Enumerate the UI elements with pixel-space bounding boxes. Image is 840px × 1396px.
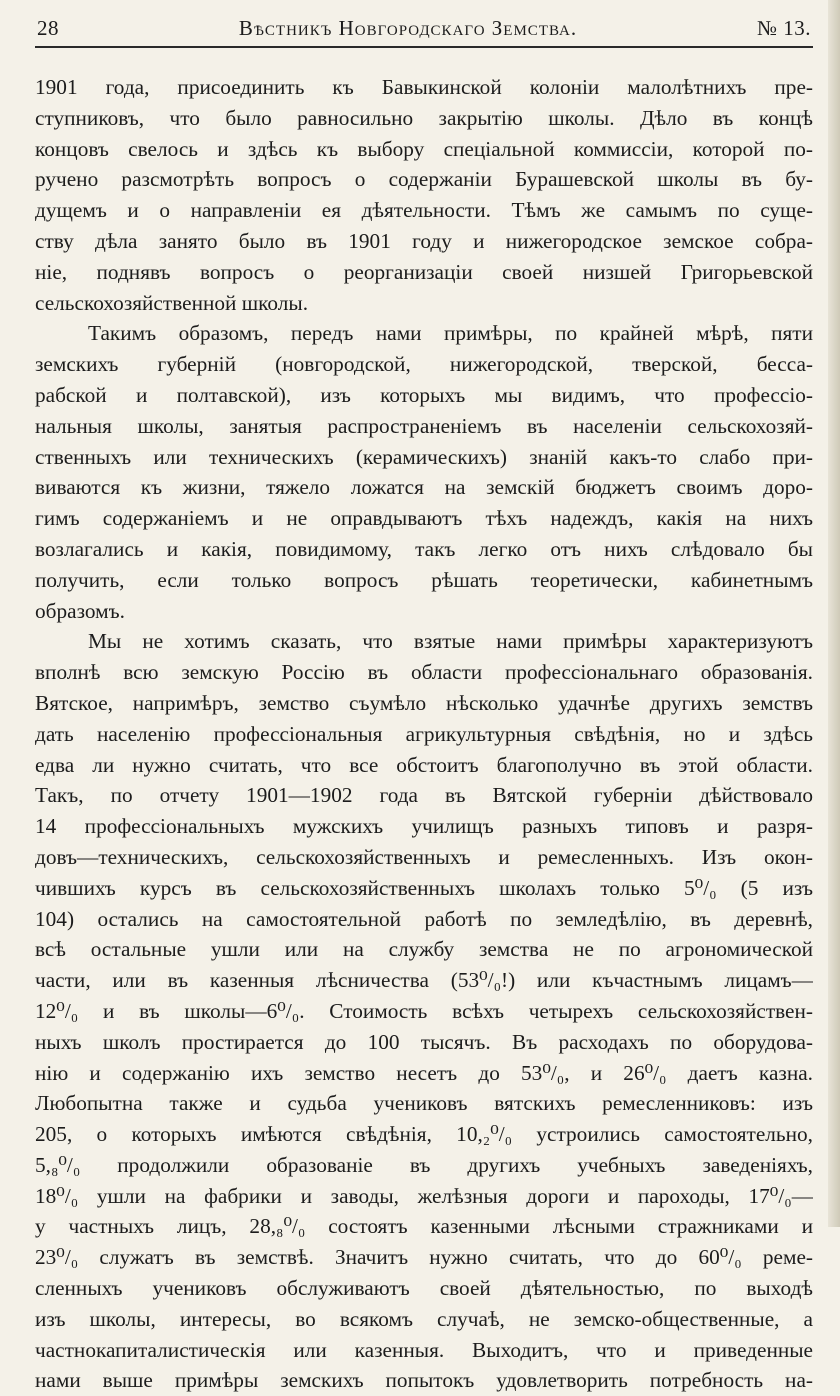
text-line: едва ли нужно считать, что все обстоитъ благополучно въ этой области. xyxy=(35,752,813,777)
text-line: ныхъ школъ простирается до 100 тысячъ. Въ расходахъ по оборудова- xyxy=(35,1029,813,1054)
page-header xyxy=(35,16,813,48)
page-number: 28 xyxy=(37,16,59,40)
text-line: 205, о которыхъ имѣются свѣдѣнія, 10,₂⁰/₀ устроились самостоятельно, xyxy=(35,1122,813,1147)
text-line: нальныя школы, занятыя распространеніемъ въ населеніи сельскохозяй- xyxy=(35,413,813,438)
text-line: виваются къ жизни, тяжело ложатся на земскій бюджетъ своимъ доро- xyxy=(35,475,813,500)
text-line: Такъ, по отчету 1901—1902 года въ Вятской губерніи дѣйствовало xyxy=(35,783,813,808)
article-body xyxy=(35,72,813,1396)
text-line: рабской и полтавской), изъ которыхъ мы видимъ, что профессіо- xyxy=(35,382,813,407)
text-line: сленныхъ учениковъ обслуживаютъ своей дѣятельностью, по выходѣ xyxy=(35,1276,813,1301)
text-line: вполнѣ всю земскую Россію въ области профессіональнаго образованія. xyxy=(35,660,813,685)
text-line: получить, если только вопросъ рѣшать теоретически, кабинетнымъ xyxy=(35,567,813,592)
text-line: ству дѣла занято было въ 1901 году и нижегородское земское собра- xyxy=(35,228,813,253)
text-line: чившихъ курсъ въ сельскохозяйственныхъ школахъ только 5⁰/₀ (5 изъ xyxy=(35,875,813,900)
text-line: дущемъ и о направленіи ея дѣятельности. Тѣмъ же самымъ по суще- xyxy=(35,198,813,223)
issue-number: № 13. xyxy=(756,16,811,40)
text-line: изъ школы, интересы, во всякомъ случаѣ, не земско-общественные, а xyxy=(35,1306,813,1331)
text-line: 12⁰/₀ и въ школы—6⁰/₀. Стоимость всѣхъ четырехъ сельскохозяйствен- xyxy=(35,998,813,1023)
document-page xyxy=(35,16,813,1396)
text-line: 14 профессіональныхъ мужскихъ училищъ разныхъ типовъ и разря- xyxy=(35,814,813,839)
text-line: образомъ. xyxy=(35,598,125,623)
text-line: ніе, поднявъ вопросъ о реорганизаціи своей низшей Григорьевской xyxy=(35,259,813,284)
text-line: возлагались и какія, повидимому, такъ легко отъ нихъ слѣдовало бы xyxy=(35,536,813,561)
text-line: у частныхъ лицъ, 28,₈⁰/₀ состоятъ казенными лѣсными стражниками и xyxy=(35,1214,813,1239)
text-line: Любопытна также и судьба учениковъ вятскихъ ремесленниковъ: изъ xyxy=(35,1091,813,1116)
text-line: Такимъ образомъ, передъ нами примѣры, по крайней мѣрѣ, пяти xyxy=(88,321,813,346)
text-line: нами выше примѣры земскихъ попытокъ удовлетворить потребность на- xyxy=(35,1368,813,1393)
text-line: нію и содержанію ихъ земство несетъ до 53⁰/₀, и 26⁰/₀ даетъ казна. xyxy=(35,1060,813,1085)
text-line: Вятское, напримѣръ, земство съумѣло нѣсколько удачнѣе другихъ земствъ xyxy=(35,690,813,715)
text-line: дать населенію профессіональныя агрикультурныя свѣдѣнія, но и здѣсь xyxy=(35,721,813,746)
text-line: всѣ остальные ушли или на службу земства не по агрономической xyxy=(35,937,813,962)
text-line: частнокапиталистическія или казенныя. Выходитъ, что и приведенные xyxy=(35,1337,813,1362)
text-line: ручено разсмотрѣть вопросъ о содержаніи Бурашевской школы въ бу- xyxy=(35,167,813,192)
text-line: концовъ свелось и здѣсь къ выбору спеціальной коммиссіи, которой по- xyxy=(35,136,813,161)
text-line: 5,₈⁰/₀ продолжили образованіе въ другихъ учебныхъ заведеніяхъ, xyxy=(35,1152,813,1177)
journal-title: Вѣстникъ Новгородскаго Земства. xyxy=(238,16,578,40)
text-line: 104) остались на самостоятельной работѣ по земледѣлію, въ деревнѣ, xyxy=(35,906,813,931)
text-line: довъ—техническихъ, сельскохозяйственныхъ и ремесленныхъ. Изъ окон- xyxy=(35,844,813,869)
page-edge xyxy=(828,0,840,1227)
text-line: ственныхъ или техническихъ (керамическихъ) знаній какъ-то слабо при- xyxy=(35,444,813,469)
text-line: сельскохозяйственной школы. xyxy=(35,290,309,315)
text-line: 1901 года, присоединить къ Бавыкинской колоніи малолѣтнихъ пре- xyxy=(35,75,813,99)
text-line: ступниковъ, что было равносильно закрытію школы. Дѣло въ концѣ xyxy=(35,105,813,130)
text-line: Мы не хотимъ сказать, что взятые нами примѣры характеризуютъ xyxy=(88,629,813,654)
text-line: земскихъ губерній (новгородской, нижегородской, тверской, бесса- xyxy=(35,352,813,377)
text-line: части, или въ казенныя лѣсничества (53⁰/₀!) или къчастнымъ лицамъ— xyxy=(35,968,813,993)
text-line: гимъ содержаніемъ и не оправдываютъ тѣхъ надеждъ, какія на нихъ xyxy=(35,506,813,531)
text-line: 18⁰/₀ ушли на фабрики и заводы, желѣзныя дороги и пароходы, 17⁰/₀— xyxy=(35,1183,813,1208)
text-line: 23⁰/₀ служатъ въ земствѣ. Значитъ нужно считать, что до 60⁰/₀ реме- xyxy=(35,1245,813,1270)
